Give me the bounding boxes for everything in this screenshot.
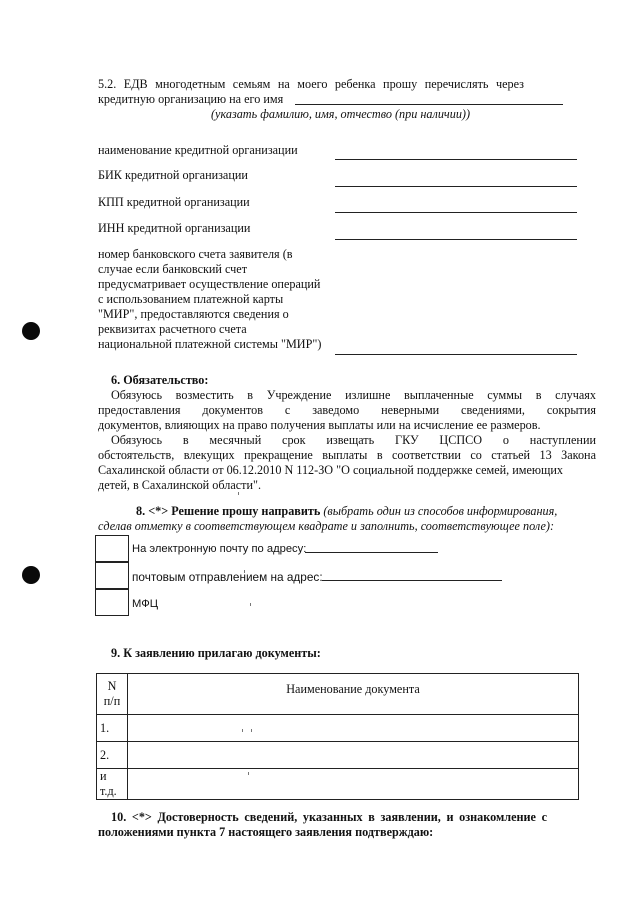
document-name-cell[interactable] (128, 742, 579, 769)
bank-inn-label: ИНН кредитной организации (98, 221, 251, 235)
binder-hole-bottom (22, 566, 40, 584)
account-label-line: "МИР", предоставляются сведения о (98, 307, 289, 321)
mfc-checkbox[interactable] (95, 589, 129, 616)
section-9-title: 9. К заявлению прилагаю документы: (111, 646, 321, 660)
bank-bik-label: БИК кредитной организации (98, 168, 248, 182)
recipient-name-hint: (указать фамилию, имя, отчество (при наличии)) (211, 107, 471, 121)
email-checkbox[interactable] (95, 535, 129, 562)
documents-table-header (97, 674, 579, 715)
section-6-p2-line: Сахалинской области от 06.12.2010 N 112-ЗО "О социальной поддержке семей, имеющих (98, 463, 563, 477)
section-8-title: 8. <*> Решение прошу направить (136, 504, 321, 518)
account-number-field[interactable] (335, 354, 577, 355)
email-option-label: На электронную почту по адресу: (132, 543, 307, 555)
documents-table (96, 673, 579, 800)
table-row (97, 715, 579, 742)
number-column-header-line-1: N (107, 679, 117, 693)
number-column-header-line-2: п/п (103, 694, 121, 708)
table-row (97, 742, 579, 769)
row-number: и т.д. (97, 769, 128, 800)
row-number: 2. (97, 742, 128, 769)
account-label-line: номер банковского счета заявителя (в (98, 247, 293, 261)
section-6-p2-line: обстоятельств, влекущих прекращение выплаты в соответствии со статьей 13 Закона (98, 448, 596, 462)
binder-hole-top (22, 322, 40, 340)
email-address-field[interactable] (305, 552, 438, 553)
mfc-option-label: МФЦ (132, 598, 158, 610)
mail-address-field[interactable] (322, 580, 502, 581)
section-6-title: 6. Обязательство: (111, 373, 209, 387)
section-8-heading (136, 504, 557, 519)
section-8-hint-1: (выбрать один из способов информирования, (323, 504, 558, 518)
section-5-2-line-1: 5.2. ЕДВ многодетным семьям на моего ребенка прошу перечислять через (98, 77, 524, 91)
account-label-line: предусматривает осуществление операций (98, 277, 321, 291)
bank-name-label: наименование кредитной организации (98, 143, 298, 157)
document-name-cell[interactable] (128, 769, 579, 800)
section-10-line-2: положениями пункта 7 настоящего заявления подтверждаю: (98, 825, 434, 839)
mail-option-label: почтовым отправлением на адрес: (132, 570, 323, 584)
mail-checkbox[interactable] (95, 562, 129, 589)
recipient-name-field[interactable] (295, 104, 563, 105)
table-row (97, 769, 579, 800)
section-6-p1-line: документов, влияющих на право получения выплаты или на исчисление ее размеров. (98, 418, 541, 432)
account-label-line: национальной платежной системы "МИР") (98, 337, 322, 351)
section-10-line-1: 10. <*> Достоверность сведений, указанных в заявлении, и ознакомление с (111, 810, 547, 824)
section-6-p1-line: Обязуюсь возместить в Учреждение излишне выплаченные суммы в случаях (111, 388, 596, 402)
bank-inn-field[interactable] (335, 239, 577, 240)
scan-speck (250, 603, 251, 606)
bank-name-field[interactable] (335, 159, 577, 160)
bank-bik-field[interactable] (335, 186, 577, 187)
account-label-line: с использованием платежной карты (98, 292, 284, 306)
section-5-2-line-2: кредитную организацию на его имя (98, 92, 284, 106)
document-name-column-header: Наименование документа (128, 674, 579, 715)
account-label-line: реквизитах расчетного счета (98, 322, 247, 336)
section-6-p2-line: Обязуюсь в месячный срок извещать ГКУ ЦСПСО о наступлении (111, 433, 596, 447)
bank-kpp-field[interactable] (335, 212, 577, 213)
section-8-hint-2: сделав отметку в соответствующем квадрате и заполнить, соответствующее поле): (98, 519, 555, 533)
section-6-p2-line: детей, в Сахалинской области". (98, 478, 262, 492)
account-label-line: случае если банковский счет (98, 262, 248, 276)
row-number: 1. (97, 715, 128, 742)
bank-kpp-label: КПП кредитной организации (98, 195, 250, 209)
document-name-cell[interactable] (128, 715, 579, 742)
number-column-header (97, 674, 128, 715)
section-6-p1-line: предоставления документов с заведомо неверными сведениями, сокрытия (98, 403, 596, 417)
